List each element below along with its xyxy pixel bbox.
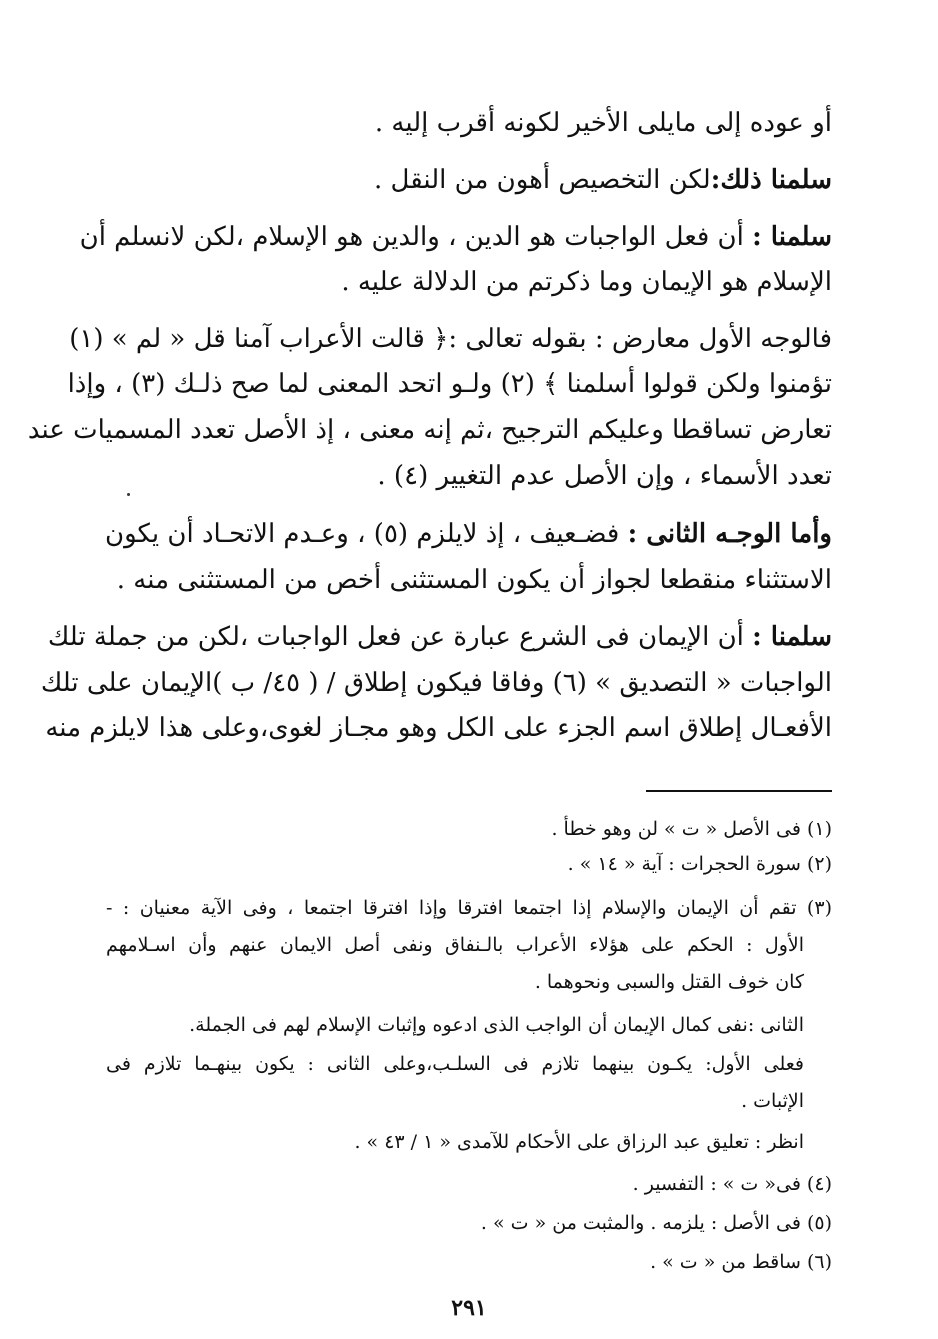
footnote: (٢) سورة الحجرات : آية « ١٤ » . <box>567 853 832 875</box>
footnote: (١) فى الأصل « ت » لن وهو خطأ . <box>551 818 832 840</box>
body-line: أو عوده إلى مايلى الأخير لكونه أقرب إليه . <box>374 108 832 138</box>
body-line: وأما الوجـه الثانى : فضـعيف ، إذ لايلزم (٥) ، وعـدم الاتحـاد أن يكون <box>105 519 832 549</box>
body-line: تؤمنوا ولكن قولوا أسلمنا ﴾ (٢) ولـو اتحد المعنى لما صح ذلـك (٣) ، وإذا <box>67 369 832 399</box>
footnote: (٥) فى الأصل : يلزمه . والمثبت من « ت » . <box>480 1212 832 1234</box>
scan-speck <box>127 493 130 496</box>
footnote-continuation: الإثبات . <box>741 1090 804 1112</box>
body-line: فالوجه الأول معارض : بقوله تعالى :﴿ قالت الأعراب آمنا قل « لم » (١) <box>69 324 832 354</box>
footnote-continuation: انظر : تعليق عبد الرزاق على الأحكام للآمدى « ١ / ٤٣ » . <box>354 1131 804 1153</box>
footnote: (٦) ساقط من « ت » . <box>650 1251 832 1273</box>
footnote-divider <box>646 790 832 792</box>
body-line: تعدد الأسماء ، وإن الأصل عدم التغيير (٤) . <box>377 461 832 491</box>
body-line: سلمنا ذلك:لكن التخصيص أهون من النقل . <box>374 165 832 195</box>
body-line: الأفعـال إطلاق اسم الجزء على الكل وهو مجـاز لغوى،وعلى هذا لايلزم منه <box>45 713 832 743</box>
footnote-continuation: فعلى الأول: يكـون بينهما تلازم فى السلـب،وعلى الثانى : يكون بينهـما تلازم فى <box>106 1053 804 1075</box>
footnote: (٤) فى« ت » : التفسير . <box>632 1173 832 1195</box>
body-line: الواجبات « التصديق » (٦) وفاقا فيكون إطلاق / ( ٤٥/ ب )الإيمان على تلك <box>40 668 832 698</box>
footnote-continuation: الثانى :نفى كمال الإيمان أن الواجب الذى ادعوه وإثبات الإسلام لهم فى الجملة. <box>189 1014 804 1036</box>
body-line: الاستثناء منقطعا لجواز أن يكون المستثنى أخص من المستثنى منه . <box>116 565 832 595</box>
body-line: سلمنا : أن فعل الواجبات هو الدين ، والدين هو الإسلام ،لكن لانسلم أن <box>79 222 832 252</box>
body-line: سلمنا : أن الإيمان فى الشرع عبارة عن فعل الواجبات ،لكن من جملة تلك <box>47 622 832 652</box>
footnote: (٣) تقم أن الإيمان والإسلام إذا اجتمعا افترقا وإذا افترقا اجتمعا ، وفى الآية معنيان : - <box>106 897 832 919</box>
footnote-continuation: الأول : الحكم على هؤلاء الأعراب بالـنفاق ونفى أصل الايمان عنهم وأن اسـلامهم <box>106 934 804 956</box>
footnote-continuation: كان خوف القتل والسبى ونحوهما . <box>534 971 804 993</box>
body-line: تعارض تساقطا وعليكم الترجيح ،ثم إنه معنى ، إذ الأصل تعدد المسميات عند <box>27 415 832 445</box>
page-number: ٢٩١ <box>451 1295 487 1321</box>
body-line: الإسلام هو الإيمان وما ذكرتم من الدلالة عليه . <box>341 267 832 297</box>
